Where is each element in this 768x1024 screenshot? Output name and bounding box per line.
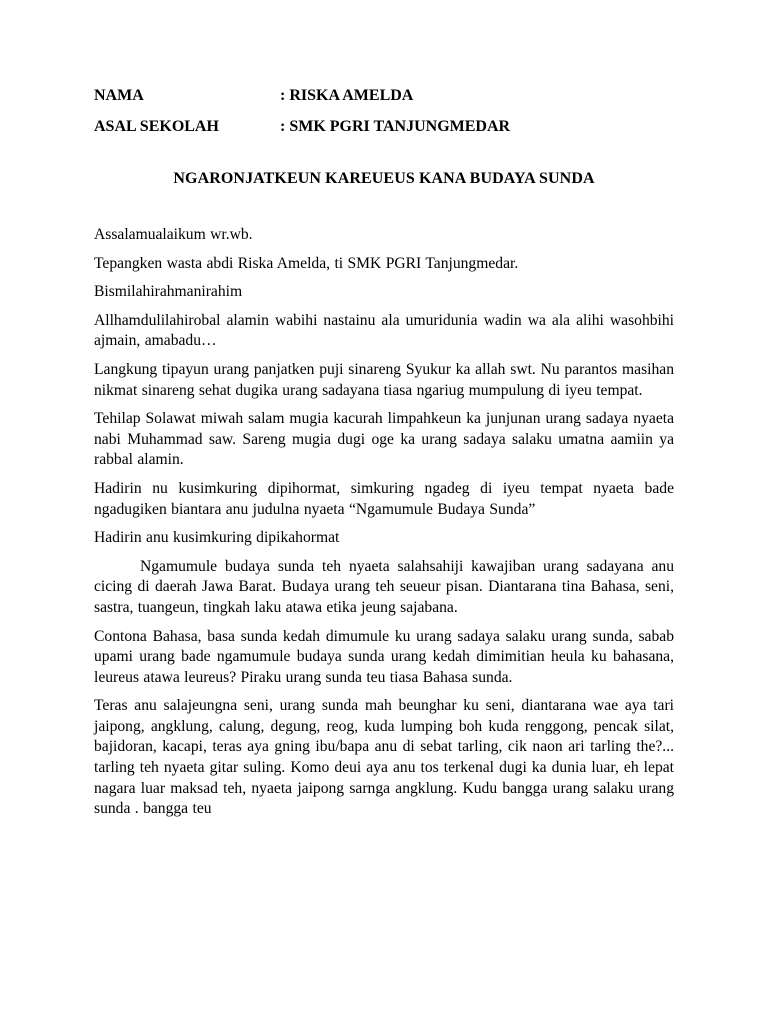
school-label: ASAL SEKOLAH xyxy=(94,118,219,135)
paragraph-address: Hadirin anu kusimkuring dipikahormat xyxy=(94,529,340,547)
speech-body xyxy=(94,225,674,820)
school-value: : SMK PGRI TANJUNGMEDAR xyxy=(280,118,511,135)
paragraph-bismillah: Bismilahirahmanirahim xyxy=(94,283,243,301)
paragraph-greeting: Assalamualaikum wr.wb. xyxy=(94,226,253,243)
school-row xyxy=(94,115,674,146)
paragraph-gratitude: Langkung tipayun urang panjatken puji sinareng Syukur ka allah swt. Nu parantos masihan nikmat sinareng sehat dugika urang sadayana tiasa ngariug mumpulung di iyeu tempat. xyxy=(94,360,674,399)
document-title: NGARONJATKEUN KAREUEUS KANA BUDAYA SUNDA xyxy=(173,170,595,187)
name-label: NAMA xyxy=(94,87,144,104)
paragraph-language: Contona Bahasa, basa sunda kedah dimumule ku urang sadaya salaku urang sunda, sabab upami urang bade ngamumule budaya sunda urang kedah dimimitian heula ku bahasana, leureus atawa leureus? Piraku urang sunda teu tiasa Bahasa sunda. xyxy=(94,627,674,686)
name-row xyxy=(94,84,674,115)
document-content xyxy=(94,84,674,828)
paragraph-introduction: Tepangken wasta abdi Riska Amelda, ti SMK PGRI Tanjungmedar. xyxy=(94,254,519,272)
paragraph-purpose: Hadirin nu kusimkuring dipihormat, simkuring ngadeg di iyeu tempat nyaeta bade ngadugiken biantara anu judulna nyaeta “Ngamumule Budaya Sunda” xyxy=(94,479,674,518)
paragraph-salawat: Tehilap Solawat miwah salam mugia kacurah limpahkeun ka junjunan urang sadaya nyaeta nabi Muhammad saw. Sareng mugia dugi oge ka urang sadaya salaku umatna aamiin ya rabbal alamin. xyxy=(94,410,674,469)
paragraph-hamdalah: Allhamdulilahirobal alamin wabihi nastainu ala umuridunia wadin wa ala alihi wasohbihi ajmain, amabadu… xyxy=(94,311,674,350)
name-value: : RISKA AMELDA xyxy=(280,87,414,104)
paragraph-culture: Ngamumule budaya sunda teh nyaeta salahsahiji kawajiban urang sadayana anu cicing di daerah Jawa Barat. Budaya urang teh seueur pisan. Diantarana tina Bahasa, seni, sastra, tuangeun, tingkah laku atawa etika jeung sajabana. xyxy=(94,557,674,616)
paragraph-arts: Teras anu salajeungna seni, urang sunda mah beunghar ku seni, diantarana wae aya tari jaipong, angklung, calung, degung, reog, kuda lumping boh kuda renggong, pencak silat, bajidoran, kacapi, teras aya gning ibu/bapa anu di sebat tarling, cik naon ari tarling the?... tarling teh nyaeta gitar suling. Komo deui aya anu tos terkenal dugi ka dunia luar, eh lepat nagara luar maksad teh, nyaeta jaipong sarnga angklung. Kudu bangga urang salaku urang sunda . bangga teu xyxy=(94,697,674,818)
